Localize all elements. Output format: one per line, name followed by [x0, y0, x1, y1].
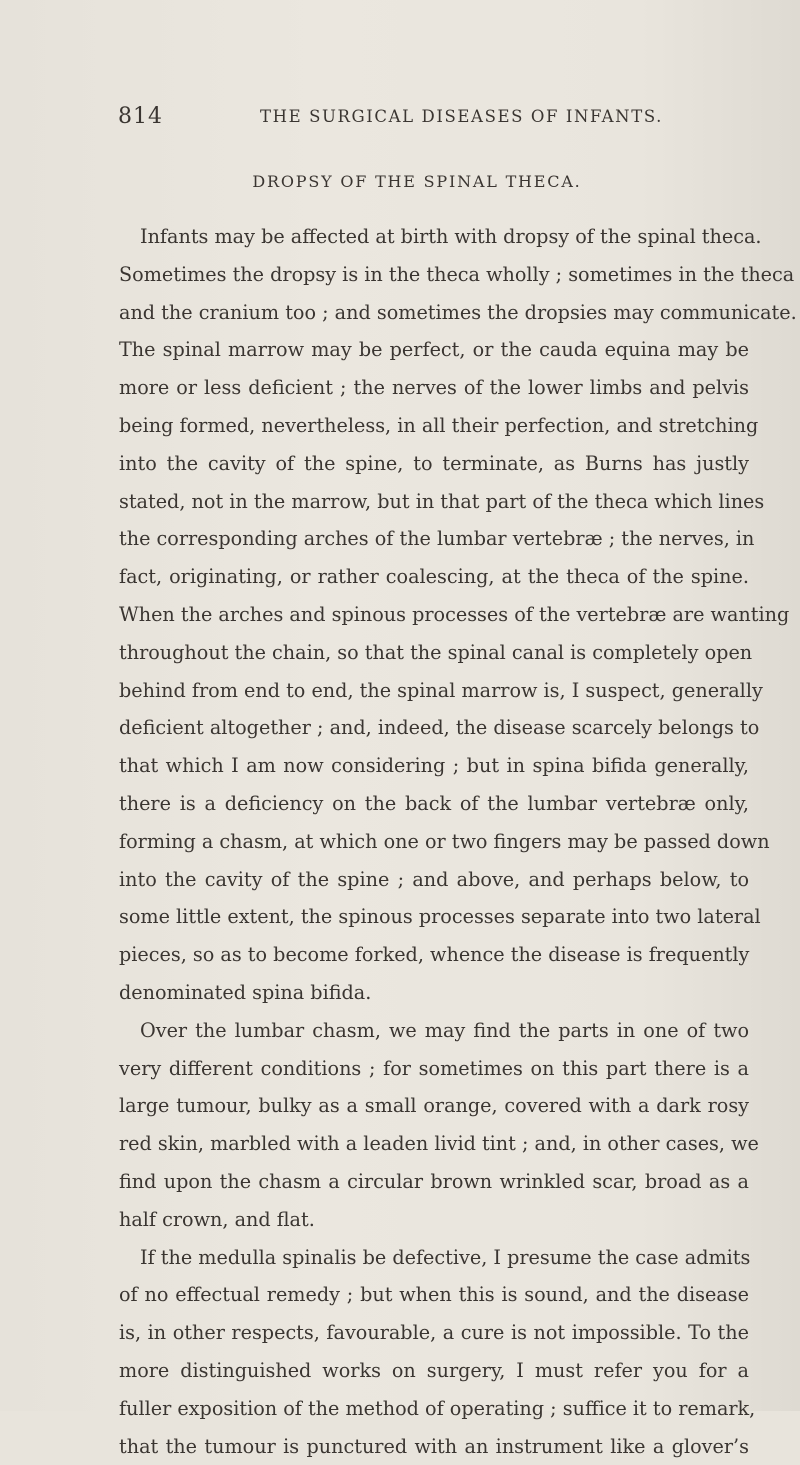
- text-line: there is a deficiency on the back of the lumbar vertebræ only,: [119, 785, 749, 823]
- text-line: into the cavity of the spine, to terminate, as Burns has justly: [119, 445, 749, 483]
- text-line: being formed, nevertheless, in all their perfection, and stretching: [119, 407, 749, 445]
- body-text: [119, 218, 749, 1465]
- text-line: find upon the chasm a circular brown wrinkled scar, broad as a: [119, 1163, 749, 1201]
- text-line: that the tumour is punctured with an instrument like a glover’s: [119, 1428, 749, 1465]
- text-line: fact, originating, or rather coalescing, at the theca of the spine.: [119, 558, 749, 596]
- section-title: DROPSY OF THE SPINAL THECA.: [0, 172, 800, 191]
- text-line: of no effectual remedy ; but when this is sound, and the disease: [119, 1276, 749, 1314]
- text-line: Sometimes the dropsy is in the theca wholly ; sometimes in the theca: [119, 256, 749, 294]
- text-line: pieces, so as to become forked, whence the disease is frequently: [119, 936, 749, 974]
- text-line: forming a chasm, at which one or two fingers may be passed down: [119, 823, 749, 861]
- text-line: Infants may be affected at birth with dropsy of the spinal theca.: [119, 218, 749, 256]
- page-number: 814: [118, 104, 163, 129]
- text-line: If the medulla spinalis be defective, I presume the case admits: [119, 1239, 749, 1277]
- text-line: some little extent, the spinous processes separate into two lateral: [119, 898, 749, 936]
- text-line: is, in other respects, favourable, a cure is not impossible. To the: [119, 1314, 749, 1352]
- text-line: denominated spina bifida.: [119, 974, 749, 1012]
- text-line: more or less deficient ; the nerves of the lower limbs and pelvis: [119, 369, 749, 407]
- text-line: into the cavity of the spine ; and above, and perhaps below, to: [119, 861, 749, 899]
- text-line: Over the lumbar chasm, we may find the parts in one of two: [119, 1012, 749, 1050]
- text-line: that which I am now considering ; but in spina bifida generally,: [119, 747, 749, 785]
- text-line: the corresponding arches of the lumbar vertebræ ; the nerves, in: [119, 520, 749, 558]
- text-line: large tumour, bulky as a small orange, covered with a dark rosy: [119, 1087, 749, 1125]
- text-line: The spinal marrow may be perfect, or the cauda equina may be: [119, 331, 749, 369]
- text-line: half crown, and flat.: [119, 1201, 749, 1239]
- text-line: and the cranium too ; and sometimes the dropsies may communicate.: [119, 294, 749, 332]
- text-line: behind from end to end, the spinal marrow is, I suspect, generally: [119, 672, 749, 710]
- text-line: deficient altogether ; and, indeed, the disease scarcely belongs to: [119, 709, 749, 747]
- text-line: When the arches and spinous processes of the vertebræ are wanting: [119, 596, 749, 634]
- text-line: stated, not in the marrow, but in that part of the theca which lines: [119, 483, 749, 521]
- text-line: throughout the chain, so that the spinal canal is completely open: [119, 634, 749, 672]
- running-title: THE SURGICAL DISEASES OF INFANTS.: [260, 107, 663, 126]
- text-line: fuller exposition of the method of operating ; suffice it to remark,: [119, 1390, 749, 1428]
- text-line: more distinguished works on surgery, I must refer you for a: [119, 1352, 749, 1390]
- text-line: red skin, marbled with a leaden livid tint ; and, in other cases, we: [119, 1125, 749, 1163]
- page-header: [118, 104, 748, 134]
- text-line: very different conditions ; for sometimes on this part there is a: [119, 1050, 749, 1088]
